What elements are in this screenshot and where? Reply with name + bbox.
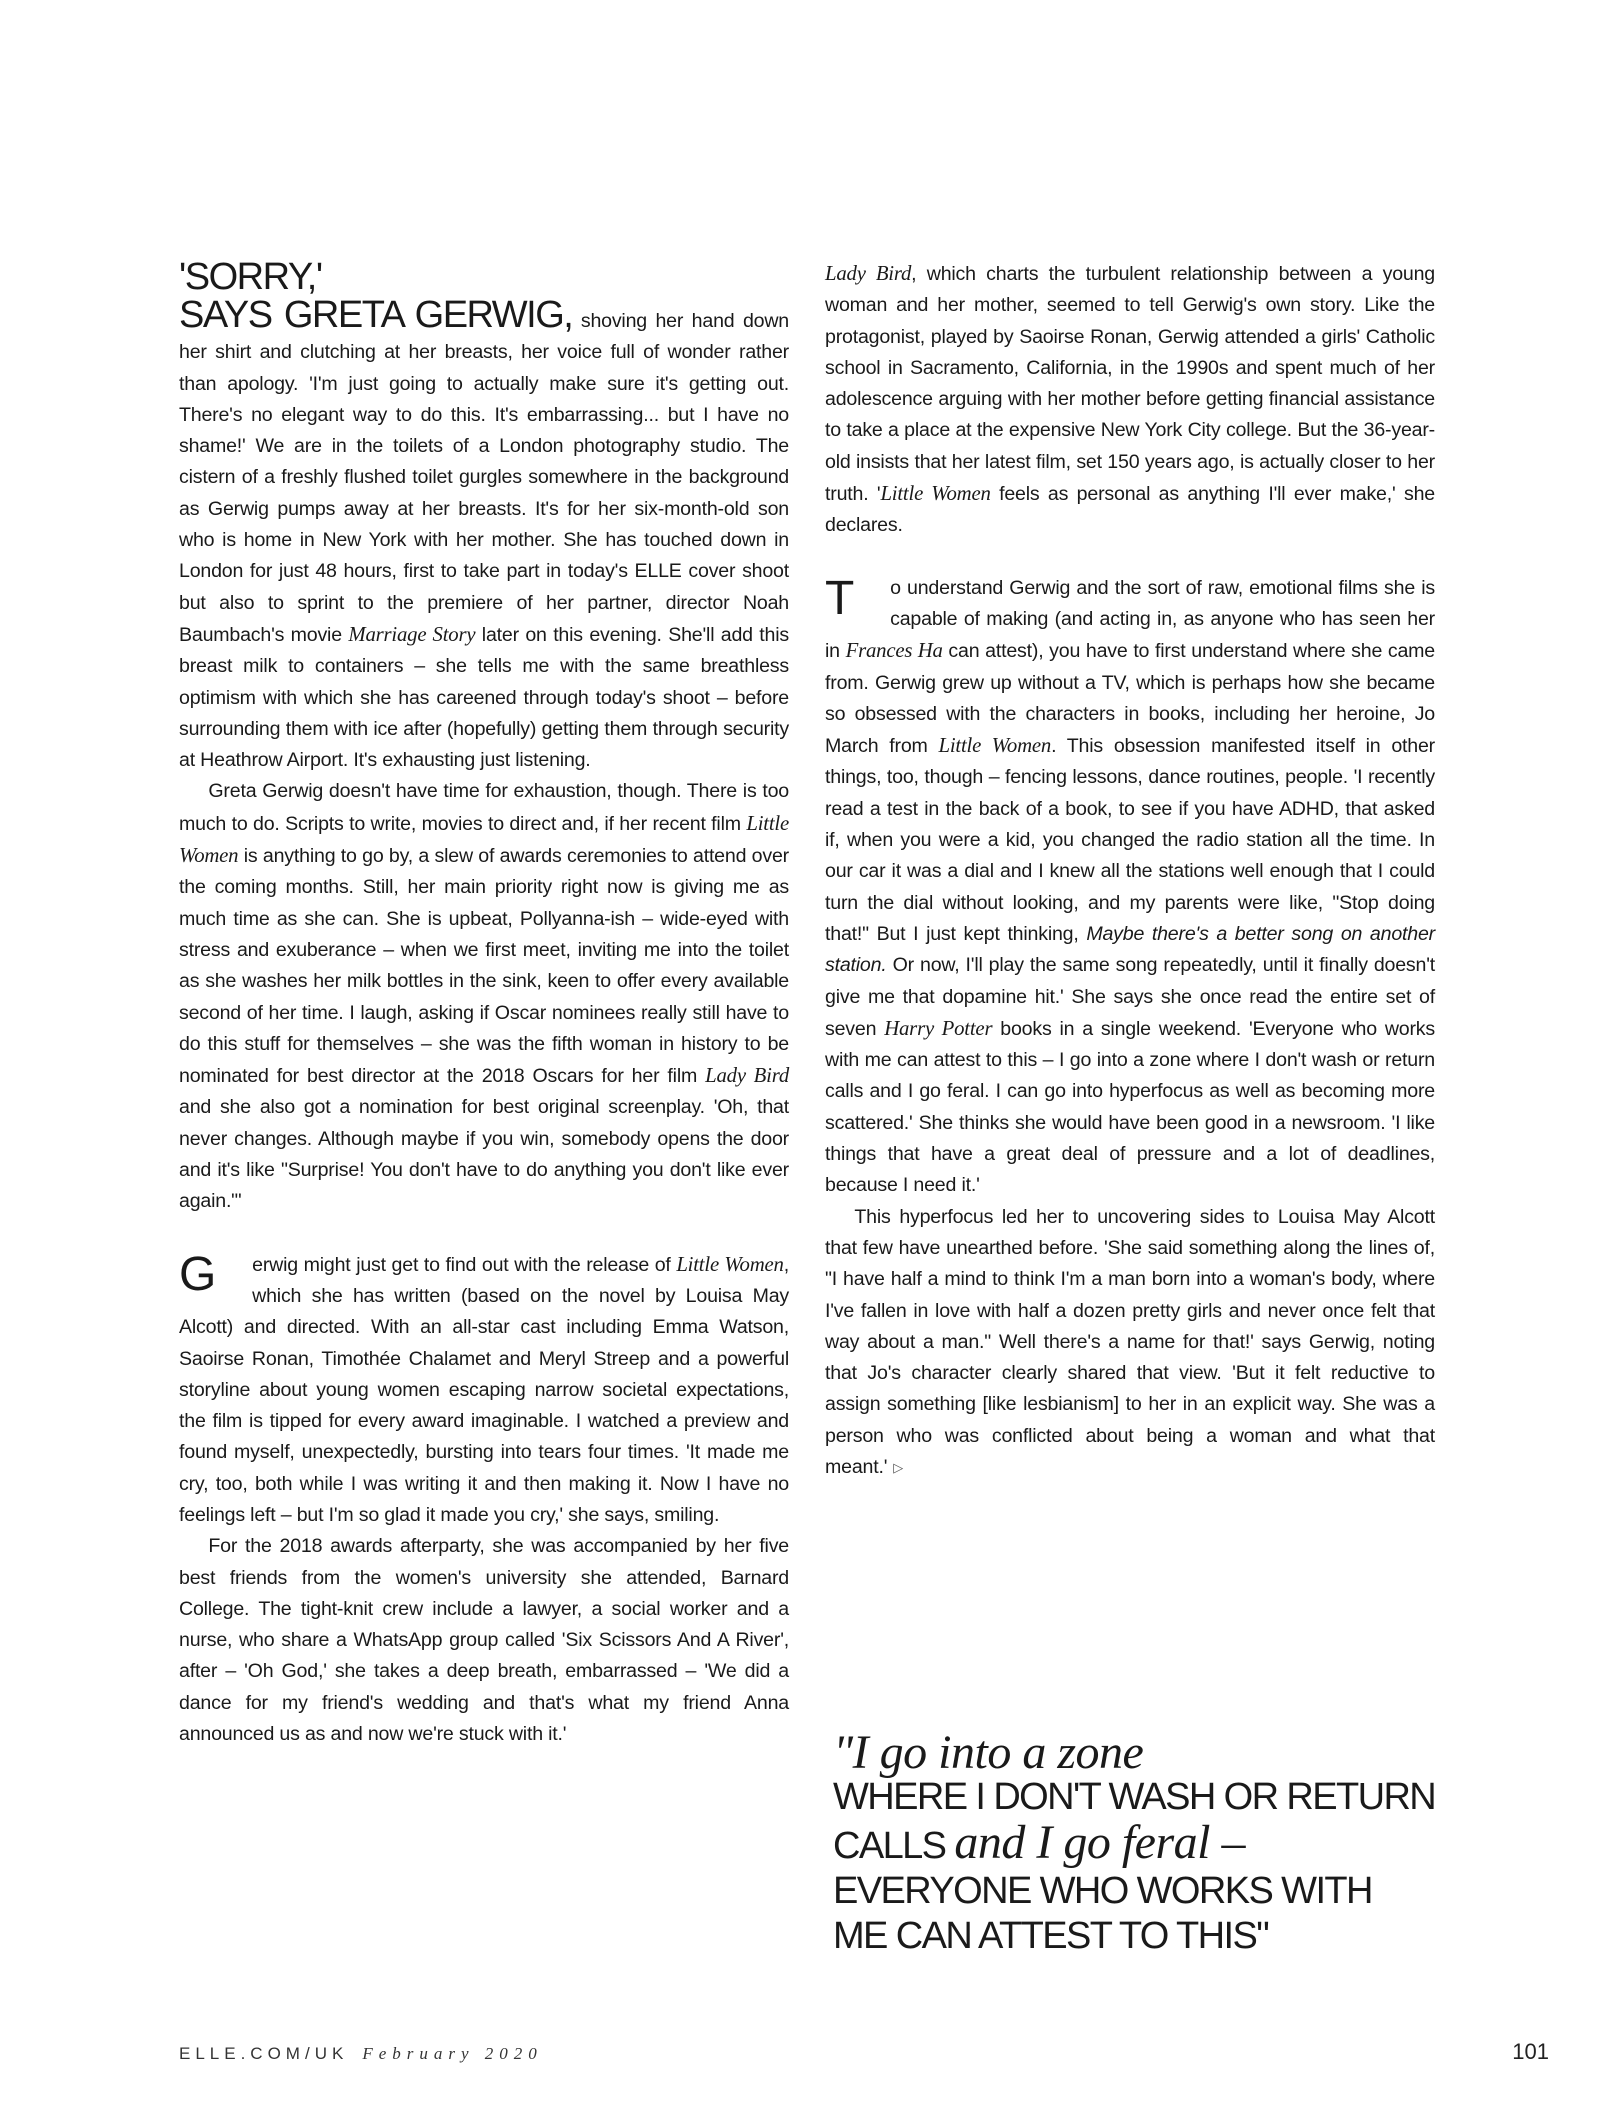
italic-thought: Maybe there's a better song on another station. [825, 922, 1435, 977]
pull-quote [833, 1726, 1473, 1959]
paragraph: Lady Bird, which charts the turbulent relationship between a young woman and her mother, seemed to tell Gerwig's own story. Like the protagonist, played by Saoirse Ronan, Gerwig attended a girls' Catholic school in Sacramento, California, in the 1990s and spent much of her adolescence arguing with her mother before getting financial assistance to take a place at the expensive New York City college. But the 36-year-old insists that her latest film, set 150 years ago, is actually closer to her truth. 'Little Women feels as personal as anything I'll ever make,' she declares. [825, 262, 1435, 537]
pull-quote-line: EVERYONE WHO WORKS WITH [833, 1870, 1372, 1912]
film-title: Lady Bird [825, 262, 912, 285]
film-title: Little Women [676, 1252, 784, 1276]
article-column-right [825, 258, 1435, 1483]
footer-folio [179, 2044, 543, 2064]
intro-paragraph: SAYS GRETA GERWIG, shoving her hand down her shirt and clutching at her breasts, her voice full of wonder rather than apology. 'I'm just going to actually make sure it's getting out. There's no elegant way to do this. It's embarrassing... but I have no shame!' We are in the toilets of a London photography studio. The cistern of a freshly flushed toilet gurgles somewhere in the background as Gerwig pumps away at her breasts. It's for her six-month-old son who is home in New York with her mother. She has touched down in London for just 48 hours, first to take part in today's ELLE cover shoot but also to sprint to the premiere of her partner, director Noah Baumbach's movie Marriage Story later on this evening. She'll add this breast milk to containers – she tells me with the same breathless optimism with which she has careened through today's shoot – before surrounding them with ice after (hopefully) getting them through security at Heathrow Airport. It's exhausting just listening. [179, 294, 789, 772]
paragraph-dropcap: T o understand Gerwig and the sort of raw, emotional films she is capable of making (and acting in, as anyone who has seen her in Frances Ha can attest), you have to first understand where she came from. Gerwig grew up without a TV, which is perhaps how she became so obsessed with the characters in books, including her heroine, Jo March from Little Women. This obsession manifested itself in other things, too, though – fencing lessons, dance routines, people. 'I recently read a test in the back of a book, to see if you have ADHD, that asked if, when you were a kid, you changed the radio station all the time. In our car it was a dial and I knew all the stations well enough that I could turn the dial without looking, and my parents were like, "Stop doing that!" But I just kept thinking, Maybe there's a better song on another station. Or now, I'll play the same song repeatedly, until it finally doesn't give me that dopamine hit.' She says she once read the entire set of seven Harry Potter books in a single weekend. 'Everyone who works with me can attest to this – I go into a zone where I don't wash or return calls and I go feral. I can go into hyperfocus as well as becoming more scattered.' She thinks she would have been good in a newsroom. 'I like things that have a great deal of pressure and a lot of deadlines, because I need it.' [825, 571, 1435, 1197]
film-title: Frances Ha [845, 639, 943, 663]
paragraph: This hyperfocus led her to uncovering sides to Louisa May Alcott that few have unearthed before. 'She said something along the lines of, "I have half a mind to think I'm a man born into a woman's body, where I've fallen in love with half a dozen pretty girls and never once felt that way about a man." Well there's a name for that!' says Gerwig, noting that Jo's character clearly shared that view. 'But it felt reductive to assign something [like lesbianism] to her in an explicit way. She was a person who was conflicted about being a woman and what that meant.' ▷ [825, 1205, 1435, 1478]
film-title: Marriage Story [348, 622, 476, 646]
film-title: Little Women [179, 811, 789, 868]
film-title: Little Women [880, 482, 991, 506]
dropcap: T [825, 571, 855, 625]
book-title: Harry Potter [884, 1016, 993, 1040]
footer-date: February 2020 [362, 2044, 543, 2063]
end-mark-icon: ▷ [893, 1460, 904, 1476]
film-title: Lady Bird [705, 1064, 789, 1088]
headline-greta-gerwig: SAYS GRETA GERWIG, [179, 294, 573, 336]
paragraph-dropcap: G erwig might just get to find out with the release of Little Women, which she has written (based on the novel by Louisa May Alcott) and directed. With an all-star cast including Emma Watson, Saoirse Ronan, Timothée Chalamet and Meryl Streep and a powerful storyline about young women escaping narrow societal expectations, the film is tipped for every award imaginable. I watched a preview and found myself, unexpectedly, bursting into tears four times. 'It made me cry, too, both while I was writing it and then making it. Now I have no feelings left – but I'm so glad it made you cry,' she says, smiling. [179, 1247, 789, 1526]
article-column-left [179, 258, 789, 1750]
headline-sorry: 'SORRY,' [179, 256, 322, 298]
pull-quote-line: WHERE I DON'T WASH OR RETURN [833, 1776, 1436, 1818]
paragraph: For the 2018 awards afterparty, she was accompanied by her five best friends from the women's university she attended, Barnard College. The tight-knit crew include a lawyer, a social worker and a nurse, who share a WhatsApp group called 'Six Scissors And A River', after – 'Oh God,' she takes a deep breath, embarrassed – 'We did a dance for my friend's wedding and that's what my friend Anna announced us as and now we're stuck with it.' [179, 1535, 789, 1746]
pull-quote-line: CALLS and I go feral – [833, 1816, 1245, 1869]
footer-site: ELLE.COM/UK [179, 2044, 349, 2063]
pull-quote-line: ME CAN ATTEST TO THIS" [833, 1915, 1269, 1957]
book-title: Little Women [938, 734, 1052, 758]
pull-quote-line: "I go into a zone [833, 1726, 1144, 1779]
dropcap: G [179, 1247, 217, 1301]
page-number: 101 [1512, 2039, 1549, 2064]
paragraph: Greta Gerwig doesn't have time for exhaustion, though. There is too much to do. Scripts to write, movies to direct and, if her recent film Little Women is anything to go by, a slew of awards ceremonies to attend over the coming months. Still, her main priority right now is giving me as much time as she can. She is upbeat, Pollyanna-ish – wide-eyed with stress and exuberance – when we first meet, inviting me into the toilet as she washes her milk bottles in the sink, keen to offer every available second of her time. I laugh, asking if Oscar nominees really still have to do this stuff for themselves – she was the fifth woman in history to be nominated for best director at the 2018 Oscars for her film Lady Bird and she also got a nomination for best original screenplay. 'Oh, that never changes. Although maybe if you win, somebody opens the door and it's like "Surprise! You don't have to do anything you don't like ever again."' [179, 780, 789, 1213]
